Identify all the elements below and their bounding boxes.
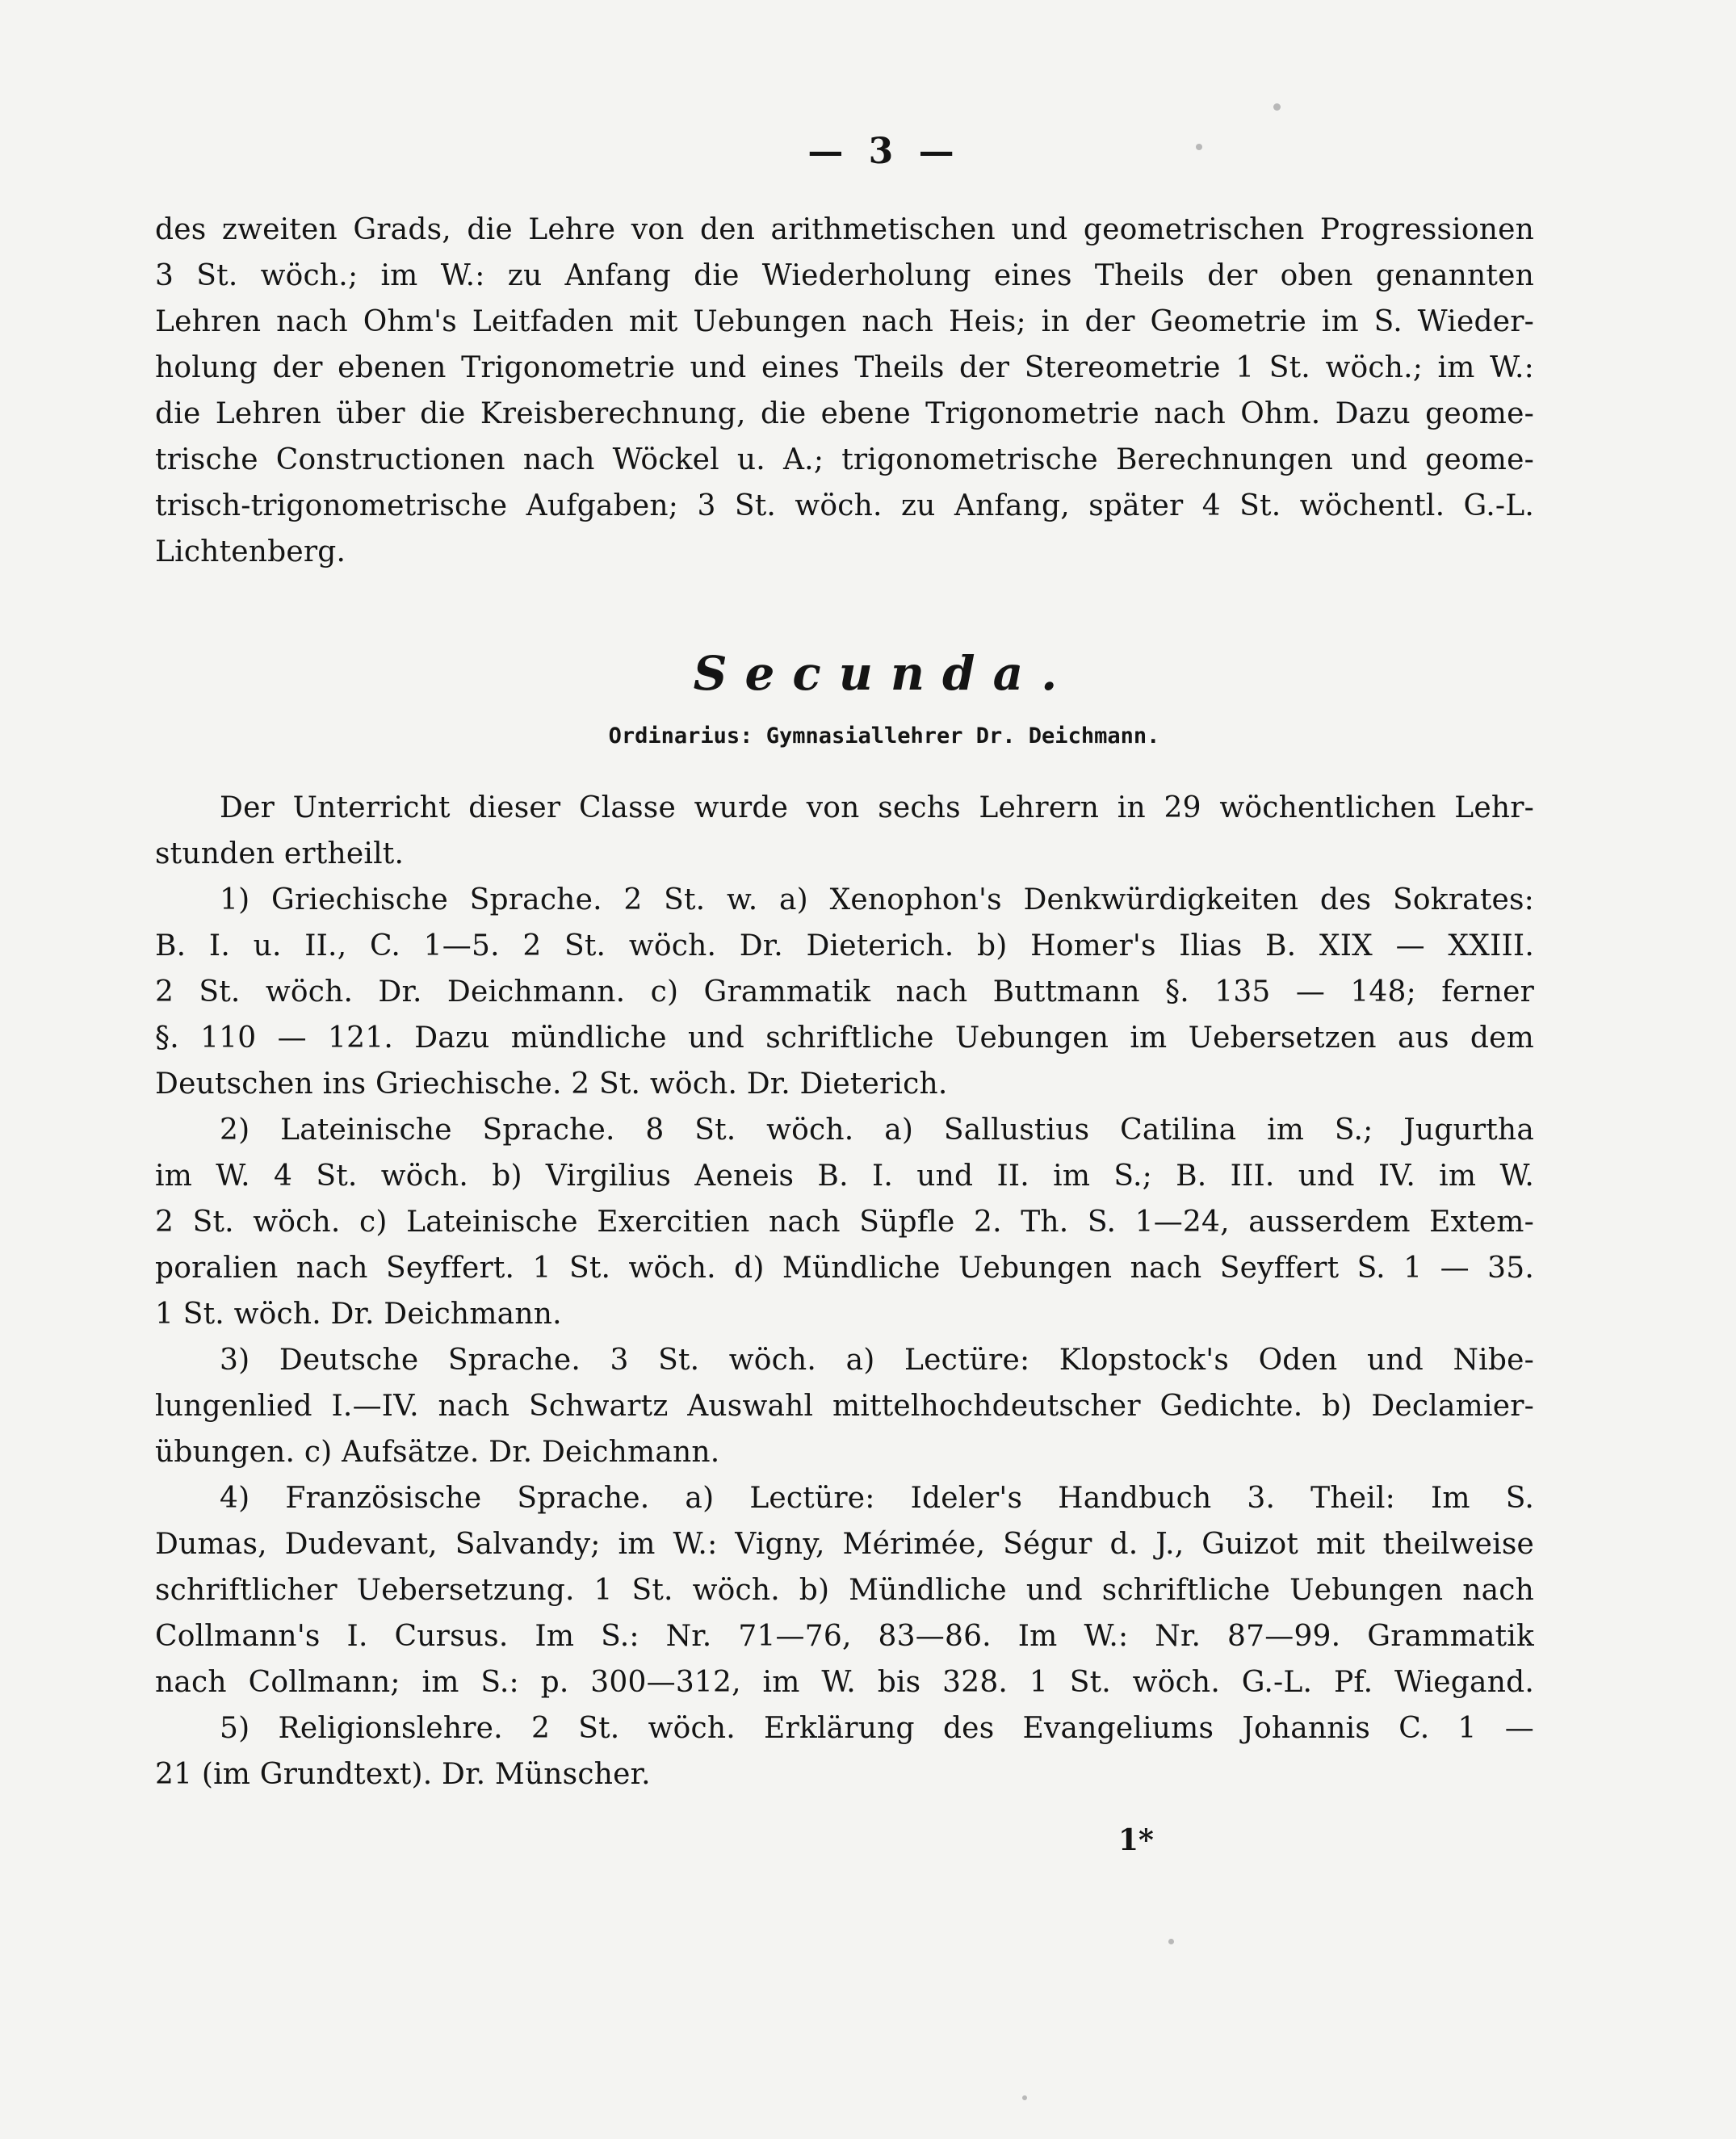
print-speck <box>1273 103 1281 111</box>
text-line: §. 110 — 121. Dazu mündliche und schriftliche Uebungen im Uebersetzen aus dem <box>155 1021 1534 1055</box>
text-line: 2) Lateinische Sprache. 8 St. wöch. a) Sallustius Catilina im S.; Jugurtha <box>220 1114 1534 1147</box>
ordinarius-line: Ordinarius: Gymnasiallehrer Dr. Deichmann. <box>608 723 1160 749</box>
text-line: holung der ebenen Trigonometrie und eines Theils der Stereometrie 1 St. wöch.; im W.: <box>155 351 1534 384</box>
top-paragraph <box>155 207 1534 575</box>
print-speck <box>1022 2095 1027 2100</box>
text-line: trische Constructionen nach Wöckel u. A.; trigonometrische Berechnungen und geome- <box>155 443 1534 476</box>
text-line: schriftlicher Uebersetzung. 1 St. wöch. b) Mündliche und schriftliche Uebungen nach <box>155 1574 1534 1607</box>
text-line: poralien nach Seyffert. 1 St. wöch. d) Mündliche Uebungen nach Seyffert S. 1 — 35. <box>155 1252 1534 1285</box>
text-line: trisch-trigonometrische Aufgaben; 3 St. wöch. zu Anfang, später 4 St. wöchentl. G.-L. <box>155 489 1534 522</box>
text-line: 1) Griechische Sprache. 2 St. w. a) Xenophon's Denkwürdigkeiten des Sokrates: <box>220 883 1534 916</box>
text-line: Deutschen ins Griechische. 2 St. wöch. Dr. Dieterich. <box>155 1067 948 1101</box>
text-line: nach Collmann; im S.: p. 300—312, im W. bis 328. 1 St. wöch. G.-L. Pf. Wiegand. <box>155 1666 1534 1699</box>
text-line: 3) Deutsche Sprache. 3 St. wöch. a) Lectüre: Klopstock's Oden und Nibe- <box>220 1344 1534 1377</box>
text-line: die Lehren über die Kreisberechnung, die ebene Trigonometrie nach Ohm. Dazu geome- <box>155 397 1534 430</box>
signature-mark: 1* <box>1118 1823 1154 1857</box>
print-speck <box>1168 1939 1174 1944</box>
section-heading: Secunda. <box>693 646 1076 701</box>
text-line: Lichtenberg. <box>155 535 346 568</box>
text-line: 5) Religionslehre. 2 St. wöch. Erklärung des Evangeliums Johannis C. 1 — <box>220 1712 1534 1745</box>
text-line: im W. 4 St. wöch. b) Virgilius Aeneis B. I. und II. im S.; B. III. und IV. im W. <box>155 1160 1534 1193</box>
text-line: 2 St. wöch. c) Lateinische Exercitien nach Süpfle 2. Th. S. 1—24, ausserdem Extem- <box>155 1206 1534 1239</box>
text-line: stunden ertheilt. <box>155 837 405 870</box>
text-line: 21 (im Grundtext). Dr. Münscher. <box>155 1758 651 1791</box>
text-line: Collmann's I. Cursus. Im S.: Nr. 71—76, 83—86. Im W.: Nr. 87—99. Grammatik <box>155 1620 1534 1653</box>
body-text <box>155 785 1534 1797</box>
text-line: 4) Französische Sprache. a) Lectüre: Ideler's Handbuch 3. Theil: Im S. <box>220 1482 1534 1515</box>
text-line: Lehren nach Ohm's Leitfaden mit Uebungen nach Heis; in der Geometrie im S. Wieder- <box>155 305 1534 338</box>
text-line: Der Unterricht dieser Classe wurde von sechs Lehrern in 29 wöchentlichen Lehr- <box>220 791 1534 824</box>
text-line: B. I. u. II., C. 1—5. 2 St. wöch. Dr. Dieterich. b) Homer's Ilias B. XIX — XXIII. <box>155 929 1534 963</box>
text-line: 3 St. wöch.; im W.: zu Anfang die Wiederholung eines Theils der oben genannten <box>155 259 1534 292</box>
text-line: lungenlied I.—IV. nach Schwartz Auswahl mittelhochdeutscher Gedichte. b) Declamier- <box>155 1390 1534 1423</box>
text-line: des zweiten Grads, die Lehre von den arithmetischen und geometrischen Progressionen <box>155 213 1534 246</box>
text-line: Dumas, Dudevant, Salvandy; im W.: Vigny, Mérimée, Ségur d. J., Guizot mit theilweise <box>155 1528 1534 1561</box>
text-line: 1 St. wöch. Dr. Deichmann. <box>155 1298 562 1331</box>
text-line: übungen. c) Aufsätze. Dr. Deichmann. <box>155 1436 720 1469</box>
page-number: — 3 — <box>807 131 961 172</box>
text-line: 2 St. wöch. Dr. Deichmann. c) Grammatik nach Buttmann §. 135 — 148; ferner <box>155 975 1534 1009</box>
